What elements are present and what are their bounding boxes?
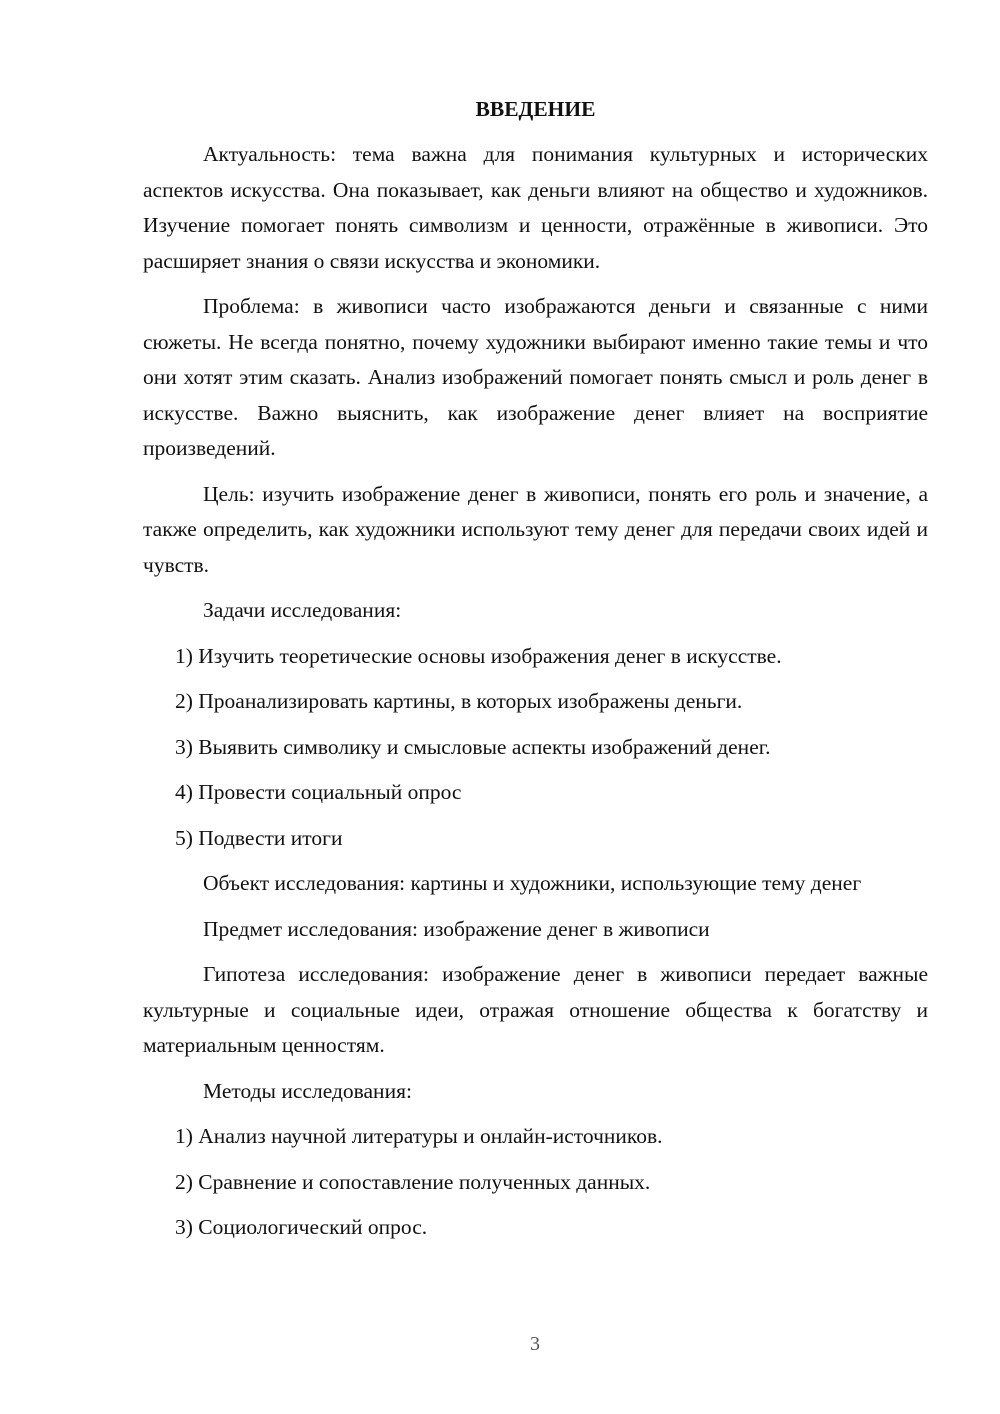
method-item: 3) Социологический опрос.	[175, 1215, 428, 1239]
task-item: 4) Провести социальный опрос	[175, 780, 462, 804]
document-body	[143, 93, 928, 1256]
relevance-paragraph: Актуальность: тема важна для понимания культурных и исторических аспектов искусства. Она показывает, как деньги влияют на общество и художников. Изучение помогает понять символизм и ценности, отражённые в живописи. Это расширяет знания о связи искусства и экономики.	[143, 142, 928, 273]
method-item: 1) Анализ научной литературы и онлайн-источников.	[175, 1124, 663, 1148]
tasks-heading: Задачи исследования:	[203, 598, 402, 622]
methods-heading: Методы исследования:	[203, 1078, 412, 1103]
task-item: 3) Выявить символику и смысловые аспекты изображений денег.	[175, 734, 771, 759]
object-paragraph: Объект исследования: картины и художники, использующие тему денег	[203, 871, 862, 895]
goal-paragraph: Цель: изучить изображение денег в живописи, понять его роль и значение, а также определить, как художники используют тему денег для передачи своих идей и чувств.	[143, 481, 928, 577]
hypothesis-paragraph: Гипотеза исследования: изображение денег в живописи передает важные культурные и социальные идеи, отражая отношение общества к богатству и материальным ценностям.	[143, 962, 928, 1057]
task-item: 5) Подвести итоги	[175, 825, 343, 850]
methods-list	[143, 1119, 928, 1246]
section-title: ВВЕДЕНИЕ	[475, 97, 596, 121]
page-number: 3	[530, 1333, 540, 1355]
method-item: 2) Сравнение и сопоставление полученных данных.	[175, 1169, 651, 1194]
problem-paragraph: Проблема: в живописи часто изображаются деньги и связанные с ними сюжеты. Не всегда понятно, почему художники выбирают именно такие темы и что они хотят этим сказать. Анализ изображений помогает понять смысл и роль денег в искусстве. Важно выяснить, как изображение денег влияет на восприятие произведений.	[143, 294, 928, 460]
task-item: 1) Изучить теоретические основы изображения денег в искусстве.	[175, 643, 782, 668]
subject-paragraph: Предмет исследования: изображение денег в живописи	[203, 916, 710, 941]
tasks-list	[143, 639, 928, 857]
task-item: 2) Проанализировать картины, в которых изображены деньги.	[175, 689, 743, 713]
